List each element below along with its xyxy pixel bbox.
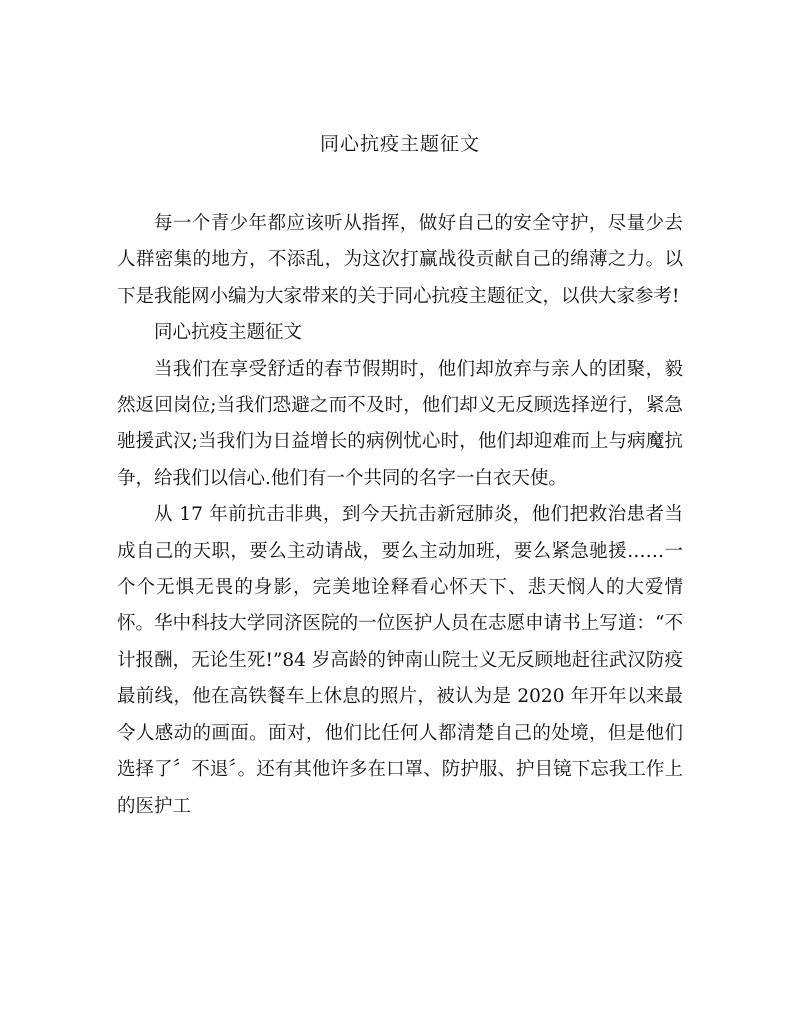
document-body (117, 206, 683, 825)
paragraph-intro: 每一个青少年都应该听从指挥，做好自己的安全守护，尽量少去人群密集的地方，不添乱，为这次打赢战役贡献自己的绵薄之力。以下是我能网小编为大家带来的关于同心抗疫主题征文，以供大家参考! (117, 213, 683, 307)
paragraph-holiday: 当我们在享受舒适的春节假期时，他们却放弃与亲人的团聚，毅然返回岗位;当我们恐避之而不及时，他们却义无反顾选择逆行，紧急驰援武汉;当我们为日益增长的病例忧心时，他们却迎难而上与病魔抗争，给我们以信心.他们有一个共同的名字一白衣天使。 (117, 358, 683, 489)
paragraph-sars: 从 17 年前抗击非典，到今天抗击新冠肺炎，他们把救治患者当成自己的天职，要么主动请战，要么主动加班，要么紧急驰援……一个个无惧无畏的身影，完美地诠释看心怀天下、悲天悯人的大爱情怀。华中科技大学同济医院的一位医护人员在志愿申请书上写道：“不计报酬，无论生死!”84 岁高龄的钟南山院士义无反顾地赶往武汉防疫最前线，他在高铁餐车上休息的照片，被认为是 2020 年开年以来最令人感动的画面。面对，他们比任何人都清楚自己的处境，但是他们选择了〞不退〞。还有其他许多在口罩、防护服、护目镜下忘我工作上的医护工 (117, 504, 683, 817)
paragraph-subtitle: 同心抗疫主题征文 (154, 322, 303, 344)
document-title: 同心抗疫主题征文 (319, 133, 480, 155)
